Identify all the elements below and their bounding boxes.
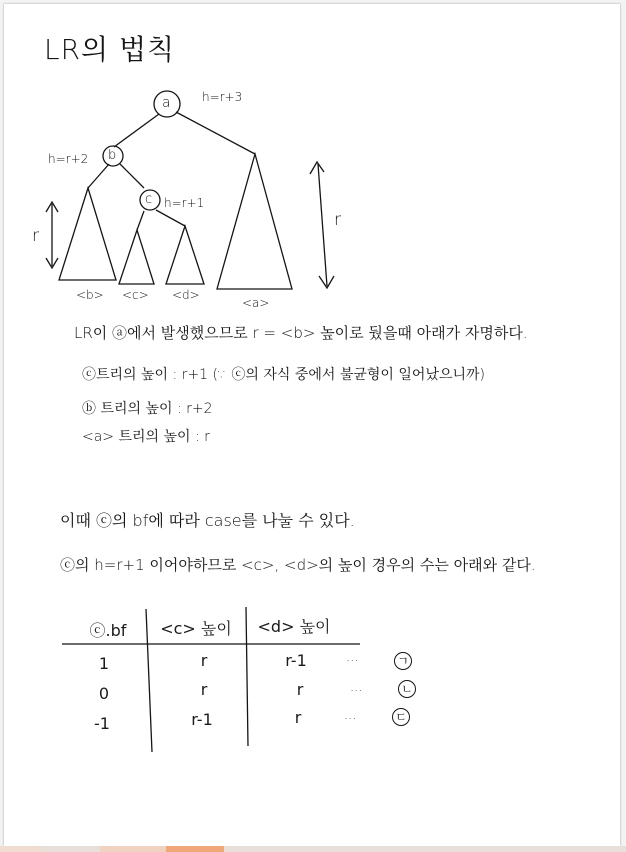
right-r-label: r [334,210,341,230]
row-2-dots: ··· [350,684,363,699]
subtree-a-label: <a> [242,296,270,310]
height-label-b: h=r+2 [48,152,89,166]
table-col-rule-2 [246,607,248,746]
bottom-strip [0,846,626,852]
subtree-b-label: <b> [76,288,104,302]
page-title: LR의 법칙 [44,33,176,66]
row-3-dots: ··· [344,712,357,727]
note-line-1: LR이 ⓐ에서 발생했으므로 r = <b> 높이로 뒀을때 아래가 자명하다. [74,324,528,342]
note-page [4,4,620,846]
row-2-tag: ㄴ [398,680,416,698]
row-3-bf: -1 [94,714,110,733]
row-2-bf: 0 [98,684,110,703]
row-2-d: r [296,680,304,699]
row-1-tag: ㄱ [394,652,412,670]
table-header-c: <c> 높이 [160,619,232,638]
subtree-c-label: <c> [122,288,149,302]
note-line-6: ⓒ의 h=r+1 이어야하므로 <c>, <d>의 높이 경우의 수는 아래와 같다. [60,556,536,574]
bottom-strip-segment [100,846,166,852]
table-header-d: <d> 높이 [257,617,331,636]
row-3-c: r-1 [191,710,213,729]
note-line-5: 이때 ⓒ의 bf에 따라 case를 나눌 수 있다. [60,511,355,530]
node-a-label: a [162,95,171,111]
table-header-bf: ⓒ.bf [89,621,127,640]
bottom-strip-segment [0,846,40,852]
row-1-c: r [200,651,208,670]
row-1-bf: 1 [98,654,110,673]
height-label-a: h=r+3 [202,90,243,104]
node-b-label: b [108,148,117,163]
node-c-label: c [145,192,153,207]
bottom-strip-segment [166,846,224,852]
row-3-d: r [294,708,302,727]
note-line-3: ⓑ 트리의 높이 : r+2 [82,401,213,417]
row-1-dots: ··· [346,654,359,669]
row-3-tag: ㄷ [392,708,410,726]
left-r-label: r [32,226,39,246]
height-label-c: h=r+1 [164,196,205,210]
subtree-d-label: <d> [172,288,200,302]
note-line-4: <a> 트리의 높이 : r [82,429,210,445]
note-line-2: ⓒ트리의 높이 : r+1 (∵ ⓒ의 자식 중에서 불균형이 일어났으니까) [82,367,485,383]
row-1-d: r-1 [285,651,307,670]
row-2-c: r [200,680,208,699]
